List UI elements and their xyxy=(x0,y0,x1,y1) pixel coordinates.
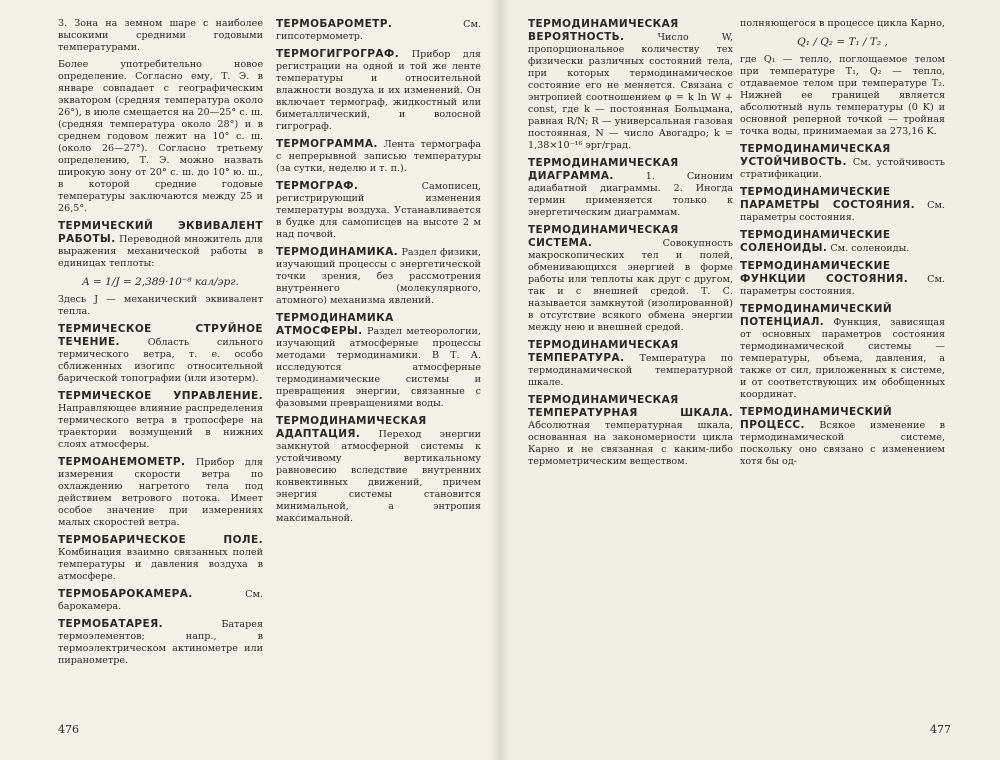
dictionary-entry xyxy=(58,59,263,215)
dictionary-entry xyxy=(58,456,263,529)
entry-text: См. барокамера. xyxy=(58,589,263,612)
dictionary-entry xyxy=(740,143,945,181)
entry-text: Прибор для измерения скорости ветра по охлаждению нагретого тела под действием ветрового потока. Имеет особое значение при измерениях малых скоростей ветра. xyxy=(58,457,263,528)
entry-text: См. параметры состояния. xyxy=(740,200,945,223)
dictionary-entry xyxy=(740,186,945,224)
entry-text: Абсолютная температурная шкала, основанная на закономерности цикла Карно и не связанная с каким-либо термометрическим веществом. xyxy=(528,420,733,467)
entry-headword: ТЕРМОБАРОМЕТР. xyxy=(276,18,393,30)
page-number-right: 477 xyxy=(930,723,951,736)
dictionary-entry xyxy=(528,157,733,219)
entry-headword: ТЕРМОДИНАМИЧЕСКИЙ ПОТЕНЦИАЛ. xyxy=(740,303,893,328)
entry-text: полняющегося в процессе цикла Карно, xyxy=(740,18,945,29)
entry-headword: ТЕРМОБАРИЧЕСКОЕ ПОЛЕ. xyxy=(58,534,263,546)
entry-headword: ТЕРМОДИНАМИЧЕСКАЯ ВЕРОЯТНОСТЬ. xyxy=(528,18,679,43)
dictionary-entry xyxy=(276,415,481,525)
right-page xyxy=(500,0,1000,760)
dictionary-entry xyxy=(58,220,263,270)
entry-text: где Q₁ — тепло, поглощаемое телом при температуре T₁, Q₂ — тепло, отдаваемое телом при температуре T₂. Нижней ее границей является абсолютный нуль температуры (0 K) и основной реперной точкой — тройная точка воды, принимаемая за 273,16 K. xyxy=(740,54,945,137)
entry-text: 1. Синоним адиабатной диаграммы. 2. Иногда термин применяется только к энергетическим диаграммам. xyxy=(528,171,733,218)
entry-text: Раздел физики, изучающий процессы с энергетической точки зрения, без рассмотрения внутреннего (молекулярного, атомного) механизма явлений. xyxy=(276,247,481,306)
dictionary-entry xyxy=(740,229,945,255)
entry-text: См. устойчивость стратификации. xyxy=(740,157,945,180)
dictionary-entry xyxy=(528,18,733,152)
entry-text: Здесь J — механический эквивалент тепла. xyxy=(58,294,263,317)
entry-headword: ТЕРМИЧЕСКИЙ ЭКВИВАЛЕНТ РАБОТЫ. xyxy=(58,220,263,245)
page-number-left: 476 xyxy=(58,723,79,736)
entry-headword: ТЕРМОАНЕМОМЕТР. xyxy=(58,456,186,468)
entry-headword: ТЕРМОДИНАМИКА. xyxy=(276,246,398,258)
entry-text: Переход энергии замкнутой атмосферной системы к устойчивому вертикальному равновесию вследствие внутренних конвективных движений, причем энергия системы становится минимальной, а энтропия максимальной. xyxy=(276,429,481,524)
entry-text: См. гипсотермометр. xyxy=(276,19,481,42)
dictionary-entry xyxy=(58,534,263,583)
dictionary-entry xyxy=(58,618,263,667)
entry-text: Раздел метеорологии, изучающий атмосферные процессы методами термодинамики. В Т. А. исследуются атмосферные термодинамические системы и превращения энергии, связанные с фазовыми превращениями воды. xyxy=(276,326,481,409)
entry-text: Самописец, регистрирующий изменения температуры воздуха. Устанавливается в будке для самописцев на высоте 2 м над почвой. xyxy=(276,181,481,240)
dictionary-entry xyxy=(740,18,945,30)
right-column-2 xyxy=(740,18,945,718)
entry-text: Батарея термоэлементов; напр., в термоэлектрическом актинометре или пиранометре. xyxy=(58,619,263,666)
entry-text: См. параметры состояния. xyxy=(740,274,945,297)
entry-text: Направляющее влияние распределения термического ветра в тропосфере на траектории возмущений в нижних слоях атмосферы. xyxy=(58,403,263,450)
entry-headword: ТЕРМОДИНАМИКА АТМОСФЕРЫ. xyxy=(276,312,394,337)
dictionary-entry xyxy=(740,303,945,401)
dictionary-entry xyxy=(528,339,733,389)
dictionary-entry xyxy=(58,323,263,385)
entry-text: Совокупность макроскопических тел и полей, обменивающихся энергией в форме работы или теплоты как друг с другом, так и с внешней средой. Т. С. называется замкнутой (изолированной) в отсутствие всякого обмена энергии между нею и внешней средой. xyxy=(528,238,733,333)
entry-headword: ТЕРМОДИНАМИЧЕСКАЯ ДИАГРАММА. xyxy=(528,157,679,182)
right-column-1 xyxy=(528,18,733,718)
dictionary-entry xyxy=(276,312,481,410)
dictionary-entry xyxy=(58,588,263,613)
entry-headword: ТЕРМИЧЕСКОЕ СТРУЙНОЕ ТЕЧЕНИЕ. xyxy=(58,323,263,348)
dictionary-entry xyxy=(276,246,481,307)
entry-text: Прибор для регистрации на одной и той же ленте температуры и относительной влажности воздуха и их изменений. Он включает термограф, жидкостный или биметаллический, и волосной гигрограф. xyxy=(276,49,481,132)
entry-headword: ТЕРМИЧЕСКОЕ УПРАВЛЕНИЕ. xyxy=(58,390,263,402)
dictionary-entry xyxy=(276,18,481,43)
entry-headword: ТЕРМОДИНАМИЧЕСКИЕ СОЛЕНОИДЫ. xyxy=(740,229,891,254)
dictionary-entry xyxy=(276,48,481,133)
entry-headword: ТЕРМОДИНАМИЧЕСКИЕ ФУНКЦИИ СОСТОЯНИЯ. xyxy=(740,260,909,285)
entry-text: 3. Зона на земном шаре с наиболее высокими средними годовыми температурами. xyxy=(58,18,263,53)
dictionary-entry xyxy=(276,138,481,175)
entry-text: Более употребительно новое определение. Согласно ему, Т. Э. в январе совпадает с географическим экватором (средняя температура около 26°), в июле смещается на 20—25° с. ш. (средняя температура около 28°) и в среднем годовом лежит на 10° с. ш. (около 26—27°). Согласно третьему определению, Т. Э. можно назвать широкую зону от 20° с. ш. до 10° ю. ш., в которой средние годовые температуры заключаются между 25 и 26,5°. xyxy=(58,59,263,214)
entry-headword: ТЕРМОБАРОКАМЕРА. xyxy=(58,588,193,600)
entry-headword: ТЕРМОБАТАРЕЯ. xyxy=(58,618,163,630)
entry-headword: ТЕРМОГИГРОГРАФ. xyxy=(276,48,400,60)
dictionary-entry xyxy=(58,294,263,318)
dictionary-entry xyxy=(276,180,481,241)
entry-text: Функция, зависящая от основных параметров состояния термодинамической системы — температуры, объема, давления, а также от сил, приложенных к системе, и от соответствующих им обобщенных координат. xyxy=(740,317,945,400)
book-gutter xyxy=(490,0,510,760)
entry-headword: ТЕРМОДИНАМИЧЕСКИЕ ПАРАМЕТРЫ СОСТОЯНИЯ. xyxy=(740,186,915,211)
entry-headword: ТЕРМОДИНАМИЧЕСКАЯ АДАПТАЦИЯ. xyxy=(276,415,427,440)
dictionary-entry xyxy=(740,54,945,138)
entry-headword: ТЕРМОДИНАМИЧЕСКАЯ ТЕМПЕРАТУРА. xyxy=(528,339,679,364)
entry-text: Лента термографа с непрерывной записью температуры (за сутки, неделю и т. п.). xyxy=(276,139,481,174)
entry-headword: ТЕРМОГРАФ. xyxy=(276,180,359,192)
entry-text: См. соленоиды. xyxy=(830,243,910,254)
entry-text: Комбинация взаимно связанных полей температуры и давления воздуха в атмосфере. xyxy=(58,547,263,582)
formula: A = 1/J = 2,389·10⁻⁸ кал/эрг. xyxy=(82,276,239,288)
dictionary-entry xyxy=(740,260,945,298)
left-column-2 xyxy=(276,18,481,718)
dictionary-entry xyxy=(528,394,733,468)
dictionary-entry xyxy=(528,224,733,334)
dictionary-entry xyxy=(58,390,263,451)
formula: Q₁ / Q₂ = T₁ / T₂ , xyxy=(797,36,888,48)
entry-headword: ТЕРМОДИНАМИЧЕСКАЯ ТЕМПЕРАТУРНАЯ ШКАЛА. xyxy=(528,394,733,419)
entry-text: Температура по термодинамической температурной шкале. xyxy=(528,353,733,388)
entry-headword: ТЕРМОДИНАМИЧЕСКАЯ УСТОЙЧИВОСТЬ. xyxy=(740,143,891,168)
entry-text: Число W, пропорциональное количеству тех физически различных состояний тела, при которых термодинамическое состояние его не меняется. Связана с энтропией соотношением φ = k ln W + const, где k — постоянная Больцмана, равная R/N; R — универсальная газовая постоянная, N — число Авогадро; k = 1,38×10⁻¹⁶ эрг/град. xyxy=(528,32,733,151)
entry-headword: ТЕРМОГРАММА. xyxy=(276,138,378,150)
dictionary-entry xyxy=(58,18,263,54)
dictionary-entry xyxy=(740,406,945,468)
left-column-1 xyxy=(58,18,263,718)
entry-headword: ТЕРМОДИНАМИЧЕСКИЙ ПРОЦЕСС. xyxy=(740,406,893,431)
entry-text: Переводной множитель для выражения механической работы в единицах теплоты: xyxy=(58,234,263,269)
entry-text: Область сильного термического ветра, т. е. особо сближенных изогипс относительной барической топографии (или изотерм). xyxy=(58,337,263,384)
entry-headword: ТЕРМОДИНАМИЧЕСКАЯ СИСТЕМА. xyxy=(528,224,679,249)
entry-text: Всякое изменение в термодинамической системе, поскольку оно связано с изменением хотя бы од- xyxy=(740,420,945,467)
